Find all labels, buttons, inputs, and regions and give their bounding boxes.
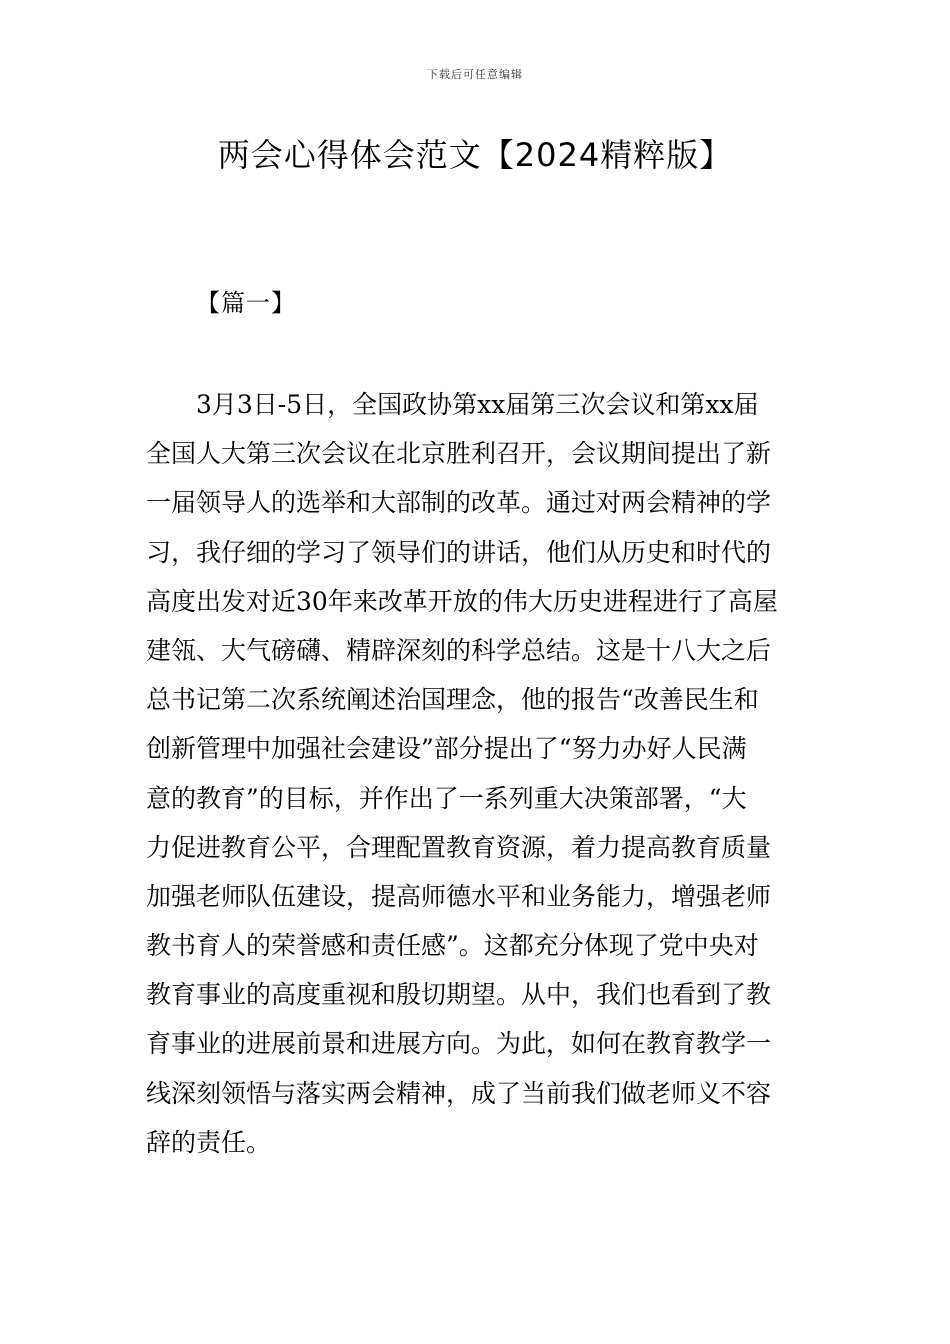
paragraph-line: 总书记第二次系统阐述治国理念，他的报告“改善民生和 (146, 685, 759, 715)
paragraph-line: 创新管理中加强社会建设”部分提出了“努力办好人民满 (146, 734, 747, 764)
paragraph-line: 育事业的进展前景和进展方向。为此，如何在教育教学一 (146, 1029, 772, 1059)
body-paragraph (146, 380, 826, 1167)
header-note: 下载后可任意编辑 (427, 68, 523, 81)
paragraph-line: 习，我仔细的学习了领导们的讲话，他们从历史和时代的 (146, 537, 772, 567)
paragraph-line: 力促进教育公平，合理配置教育资源，着力提高教育质量 (146, 832, 772, 862)
document-title: 两会心得体会范文【2024精粹版】 (217, 136, 733, 174)
paragraph-line: 教书育人的荣誉感和责任感”。这都充分体现了党中央对 (146, 931, 759, 961)
paragraph-line: 全国人大第三次会议在北京胜利召开，会议期间提出了新 (146, 439, 772, 469)
paragraph-line: 高度出发对近30年来改革开放的伟大历史进程进行了高屋 (146, 586, 778, 616)
paragraph-line: 建瓴、大气磅礴、精辟深刻的科学总结。这是十八大之后 (146, 635, 772, 665)
paragraph-line: 线深刻领悟与落实两会精神，成了当前我们做老师义不容 (146, 1078, 772, 1108)
paragraph-line: 意的教育”的目标，并作出了一系列重大决策部署，“大 (146, 783, 747, 813)
paragraph-line: 辞的责任。 (146, 1127, 272, 1157)
section-label: 【篇一】 (196, 289, 296, 317)
paragraph-line: 一届领导人的选举和大部制的改革。通过对两会精神的学 (146, 488, 772, 518)
paragraph-line: 3月3日-5日，全国政协第xx届第三次会议和第xx届 (196, 390, 759, 419)
paragraph-line: 加强老师队伍建设，提高师德水平和业务能力，增强老师 (146, 881, 772, 911)
paragraph-line: 教育事业的高度重视和殷切期望。从中，我们也看到了教 (146, 980, 772, 1010)
